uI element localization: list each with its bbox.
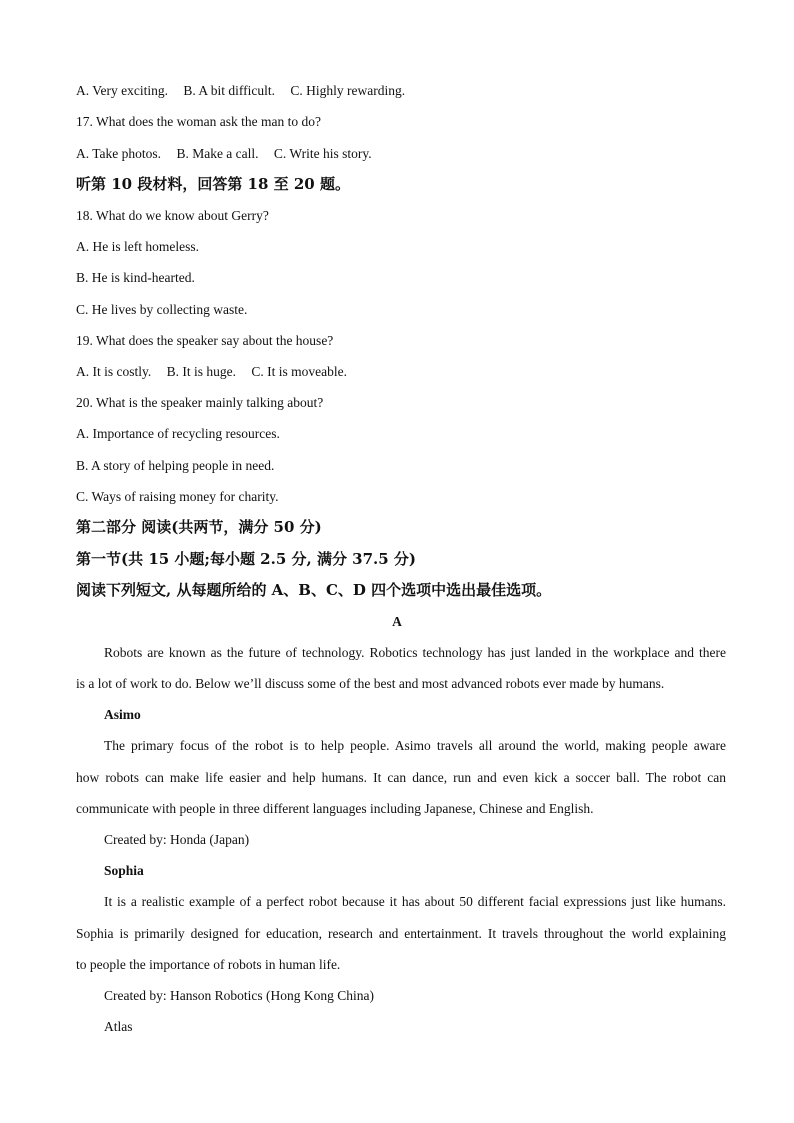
- q19-option-b: B. It is huge.: [166, 364, 236, 379]
- sophia-title: Sophia: [104, 863, 144, 878]
- q20-question: 20. What is the speaker mainly talking about?: [76, 395, 324, 410]
- asimo-creator: Created by: Honda (Japan): [104, 832, 250, 847]
- q17-question: 17. What does the woman ask the man to do?: [76, 114, 321, 129]
- sophia-creator: Created by: Hanson Robotics (Hong Kong China): [104, 988, 374, 1003]
- q20-option-a: A. Importance of recycling resources.: [76, 426, 280, 441]
- q17-option-b: B. Make a call.: [176, 146, 259, 161]
- q17-options: [76, 145, 726, 163]
- asimo-line-3: communicate with people in three different languages including Japanese, Chinese and English.: [76, 801, 594, 816]
- q18-option-c: C. He lives by collecting waste.: [76, 302, 248, 317]
- q20-option-c: C. Ways of raising money for charity.: [76, 489, 279, 504]
- q19-question: 19. What does the speaker say about the house?: [76, 333, 334, 348]
- q16-option-a: A. Very exciting.: [76, 83, 168, 98]
- sophia-line-3: to people the importance of robots in human life.: [76, 957, 341, 972]
- q19-option-a: A. It is costly.: [76, 364, 152, 379]
- section1-heading: 第一节(共 15 小题;每小题 2.5 分, 满分 37.5 分): [76, 550, 417, 568]
- atlas-title: Atlas: [104, 1019, 133, 1034]
- q20-option-b: B. A story of helping people in need.: [76, 458, 275, 473]
- q16-option-b: B. A bit difficult.: [183, 83, 275, 98]
- passage-label: A: [392, 614, 402, 629]
- q19-options: [76, 363, 726, 381]
- q18-option-b: B. He is kind-hearted.: [76, 270, 195, 285]
- q19-option-c: C. It is moveable.: [251, 364, 347, 379]
- q17-option-a: A. Take photos.: [76, 146, 162, 161]
- q16-options: [76, 82, 726, 100]
- asimo-title: Asimo: [104, 707, 141, 722]
- section10-heading: 听第 10 段材料，回答第 18 至 20 题。: [76, 175, 350, 193]
- q17-option-c: C. Write his story.: [273, 146, 372, 161]
- asimo-line-2: how robots can make life easier and help humans. It can dance, run and even kick a soccer ball. The robot can: [76, 770, 726, 785]
- sophia-line-1: It is a realistic example of a perfect robot because it has about 50 different facial expressions just like humans.: [104, 894, 726, 909]
- sophia-line-2: Sophia is primarily designed for education, research and entertainment. It travels throughout the world explaining: [76, 926, 726, 941]
- q18-option-a: A. He is left homeless.: [76, 239, 199, 254]
- part2-heading: 第二部分 阅读(共两节，满分 50 分): [76, 518, 322, 536]
- asimo-line-1: The primary focus of the robot is to help people. Asimo travels all around the world, making people aware: [104, 738, 726, 753]
- q16-option-c: C. Highly rewarding.: [290, 83, 406, 98]
- intro-line-2: is a lot of work to do. Below we’ll discuss some of the best and most advanced robots ever made by humans.: [76, 676, 665, 691]
- intro-line-1: Robots are known as the future of technology. Robotics technology has just landed in the workplace and there: [104, 645, 726, 660]
- reading-instructions: 阅读下列短文, 从每题所给的 A、B、C、D 四个选项中选出最佳选项。: [76, 581, 552, 599]
- q18-question: 18. What do we know about Gerry?: [76, 208, 269, 223]
